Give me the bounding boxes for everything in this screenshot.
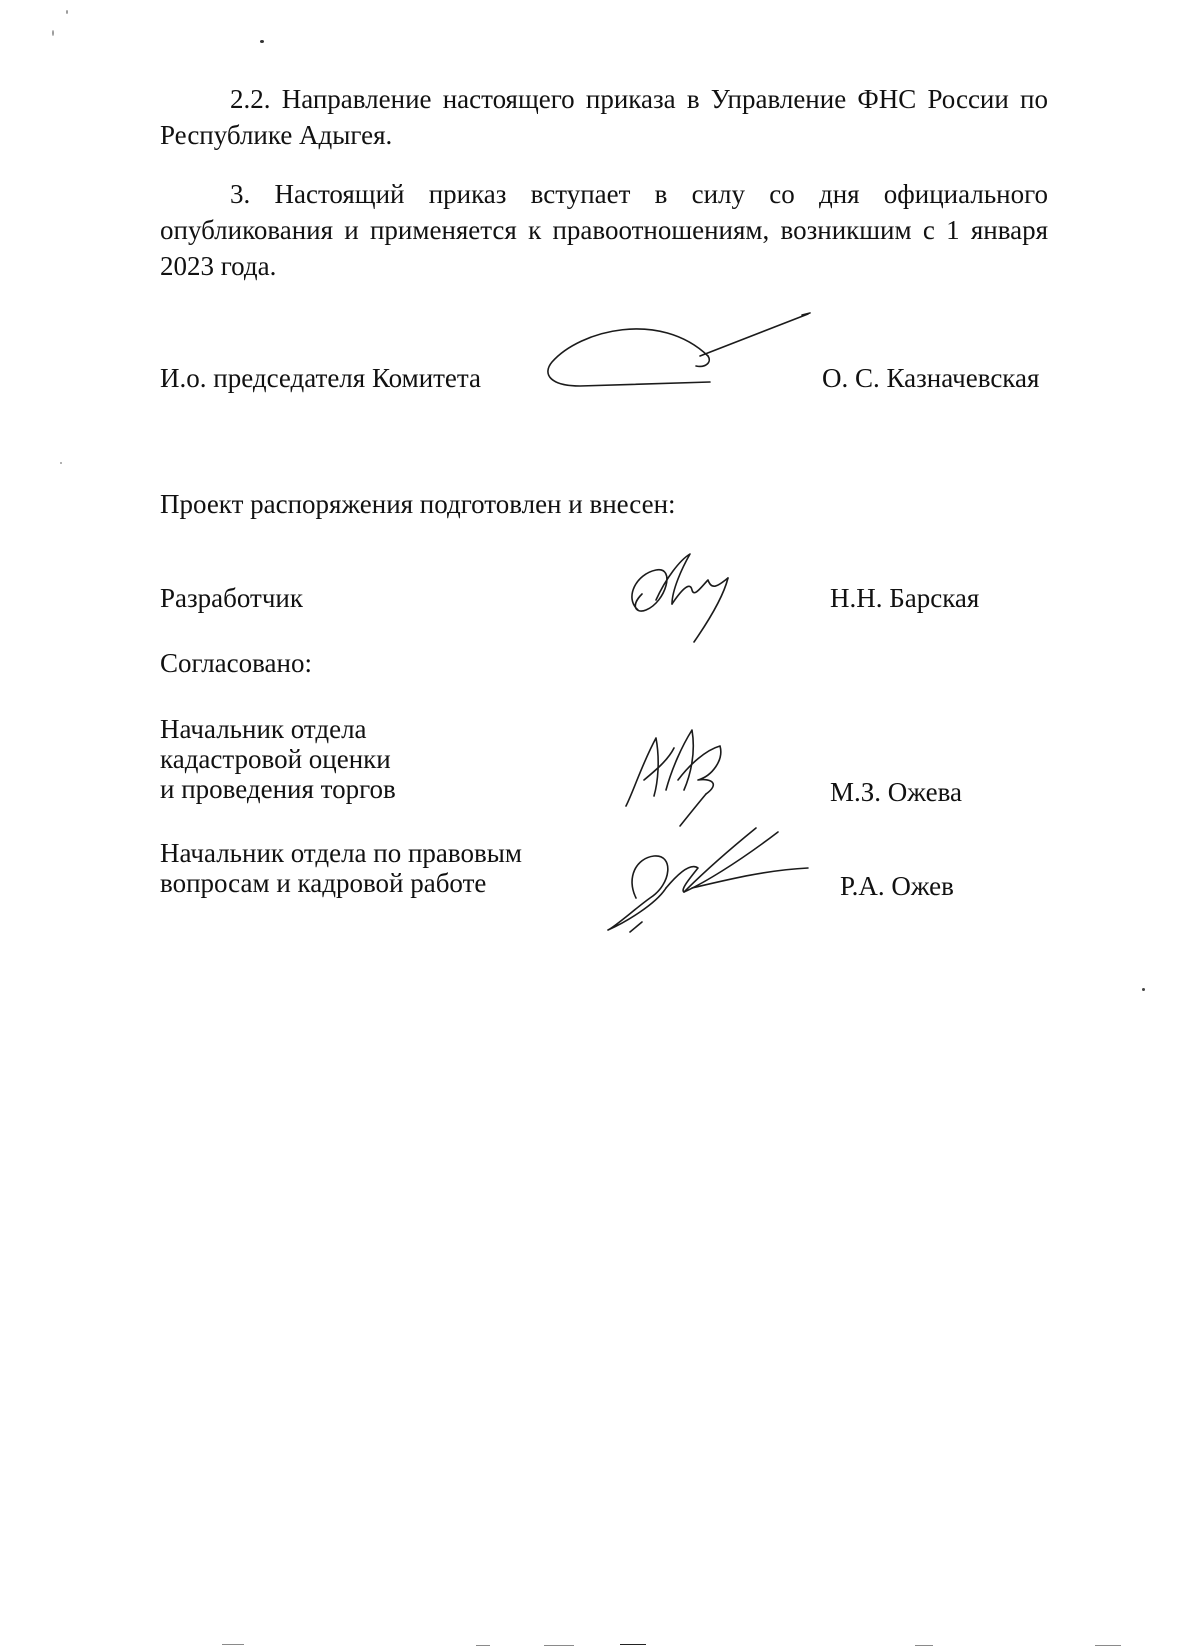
scan-dash (476, 1645, 490, 1646)
approver-1-role-line: и проведения торгов (160, 774, 396, 804)
developer-name: Н.Н. Барская (830, 583, 980, 613)
signatory-position: И.о. председателя Комитета (160, 363, 482, 393)
approver-1-role (160, 714, 396, 804)
signatory-name: О. С. Казначевская (822, 363, 1040, 393)
developer-role: Разработчик (160, 583, 303, 613)
approver-2-role (160, 838, 522, 898)
signature-approver-1 (616, 720, 746, 830)
scan-dash (620, 1644, 646, 1645)
approver-1-role-line: Начальник отдела (160, 714, 367, 744)
signature-approver-2 (606, 818, 826, 938)
scan-speck (1142, 988, 1145, 991)
signature-chair (540, 310, 830, 410)
paragraph-3: 3. Настоящий приказ вступает в силу со дня официального опубликования и применяется к правоотношениям, возникшим с 1 января 2023 года. (160, 179, 1048, 281)
approver-2-role-line: вопросам и кадровой работе (160, 868, 487, 898)
scan-dash (915, 1645, 933, 1646)
approver-2-role-line: Начальник отдела по правовым (160, 838, 522, 868)
paragraph-2-2: 2.2. Направление настоящего приказа в Управление ФНС России по Республике Адыгея. (160, 84, 1048, 150)
scan-speck (52, 30, 54, 36)
prepared-by-heading: Проект распоряжения подготовлен и внесен: (160, 489, 676, 519)
approver-2-name: Р.А. Ожев (840, 871, 954, 901)
scan-dash (1095, 1645, 1121, 1646)
scan-dash (222, 1644, 244, 1645)
approver-1-role-line: кадастровой оценки (160, 744, 391, 774)
scan-speck (66, 10, 68, 14)
signature-developer (616, 548, 756, 648)
approver-1-name: М.З. Ожева (830, 777, 962, 807)
scan-speck (60, 462, 62, 464)
agreed-heading: Согласовано: (160, 648, 312, 678)
scan-dash (544, 1645, 574, 1646)
scan-speck (260, 40, 264, 43)
